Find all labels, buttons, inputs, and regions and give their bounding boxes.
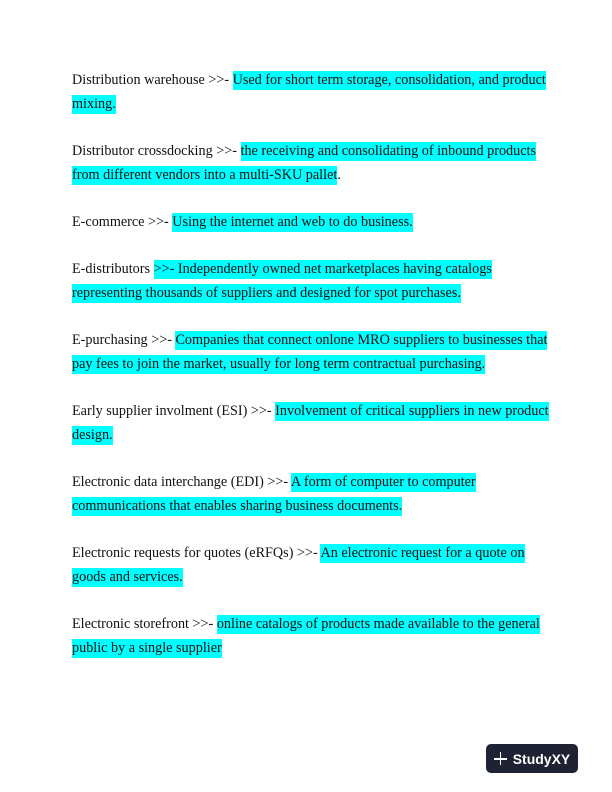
entry-term: Distributor crossdocking >>- — [72, 143, 241, 159]
entry-term: E-commerce >>- — [72, 214, 173, 230]
glossary-entry — [72, 612, 552, 660]
entry-term: Electronic data interchange (EDI) >>- — [72, 474, 291, 490]
entry-term: Early supplier involment (ESI) >>- — [72, 403, 276, 419]
entry-definition: >>- Independently owned net marketplaces having catalogs representing thousands of suppliers and designed for spot purchases. — [72, 261, 492, 301]
glossary-list — [72, 68, 552, 683]
glossary-entry — [72, 541, 552, 589]
glossary-entry — [72, 139, 552, 187]
entry-trailing: . — [337, 167, 341, 183]
entry-definition: Used for short term storage, consolidation, and product mixing. — [72, 72, 546, 112]
glossary-entry — [72, 257, 552, 305]
entry-term: Electronic requests for quotes (eRFQs) >>- — [72, 545, 321, 561]
entry-definition: Involvement of critical suppliers in new product design. — [72, 403, 549, 443]
entry-term: Electronic storefront >>- — [72, 616, 217, 632]
entry-definition: the receiving and consolidating of inbound products from different vendors into a multi-SKU pallet — [72, 143, 537, 183]
studyxy-badge[interactable] — [486, 744, 578, 773]
glossary-entry — [72, 328, 552, 376]
entry-definition: An electronic request for a quote on goods and services. — [72, 545, 525, 585]
glossary-entry — [72, 399, 552, 447]
glossary-entry — [72, 68, 552, 116]
glossary-entry — [72, 470, 552, 518]
entry-definition: online catalogs of products made available to the general public by a single supplier — [72, 616, 540, 656]
entry-term: E-purchasing >>- — [72, 332, 176, 348]
entry-term: Distribution warehouse >>- — [72, 72, 233, 88]
plus-icon — [494, 752, 507, 765]
entry-definition: Using the internet and web to do business. — [172, 214, 413, 230]
badge-label: StudyXY — [512, 750, 571, 767]
entry-definition: Companies that connect onlone MRO suppliers to businesses that pay fees to join the market, usually for long term contractual purchasing. — [72, 332, 548, 372]
entry-definition: A form of computer to computer communications that enables sharing business documents. — [72, 474, 476, 514]
entry-term: E-distributors — [72, 261, 154, 277]
glossary-entry — [72, 210, 552, 234]
